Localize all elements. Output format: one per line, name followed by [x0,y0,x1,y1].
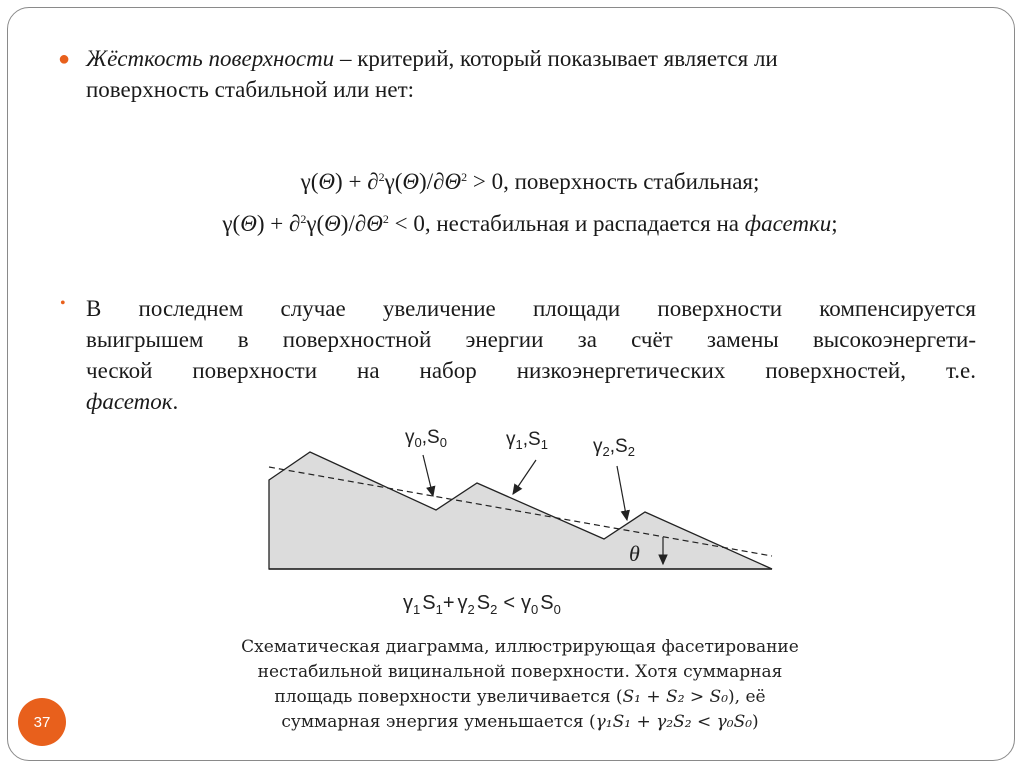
bullet-2: • [60,295,66,312]
page-number-badge: 37 [18,698,66,746]
term-facets-2: фасеток [86,389,173,414]
explanation-line1: В последнем случае увеличение площади поверхности компенсируется [86,296,976,321]
term-surface-stiffness: Жёсткость поверхности [86,46,335,71]
caption-line2: нестабильной вицинальной поверхности. Хотя суммарная [257,662,783,682]
formula-unstable: $\gamma(\Theta) + \partial^2\gamma(\Theta)/\partial\Theta^2 < 0$, нестабильная и распадается на фасетки; [222,211,838,236]
label-g0-s0: $\gamma_0,S_0$ [405,427,447,450]
explanation-line2: выигрышем в поверхностной энергии за счёт замены высокоэнергети- [86,327,976,352]
figure-caption [190,635,850,735]
explanation-line3: ческой поверхности на набор низкоэнергетических поверхностей, т.е. [86,358,976,383]
definition-text: – критерий, который показывает является ли [334,46,778,71]
caption-line4: суммарная энергия уменьшается (γ₁S₁ + γ₂S₂ < γ₀S₀) [281,712,759,732]
arrow-g0 [423,455,433,496]
term-facets: фасетки [744,211,832,236]
label-g1-s1: $\gamma_1,S_1$ [506,429,548,452]
caption-line1: Схематическая диаграмма, иллюстрирующая фасетирование [241,637,799,657]
arrow-g2 [617,466,627,520]
formula-stable: $\gamma(\Theta) + \partial^2\gamma(\Theta)/\partial\Theta^2 > 0$, поверхность стабильная; [300,169,760,194]
explanation-line4: фасеток. [86,389,179,414]
caption-line3: площадь поверхности увеличивается (S₁ + S₂ > S₀), её [274,687,766,707]
faceted-surface [269,452,772,569]
label-g2-s2: $\gamma_2,S_2$ [593,436,635,459]
label-theta: θ [629,541,640,566]
arrow-g1 [513,460,536,494]
energy-inequality: $\gamma_1$ $S_1+ \gamma_2$ $S_2 < \gamma_0$ $S_0$ [403,592,561,617]
definition-text-line2: поверхность стабильной или нет: [86,77,415,102]
bullet-1: ● [58,48,71,70]
